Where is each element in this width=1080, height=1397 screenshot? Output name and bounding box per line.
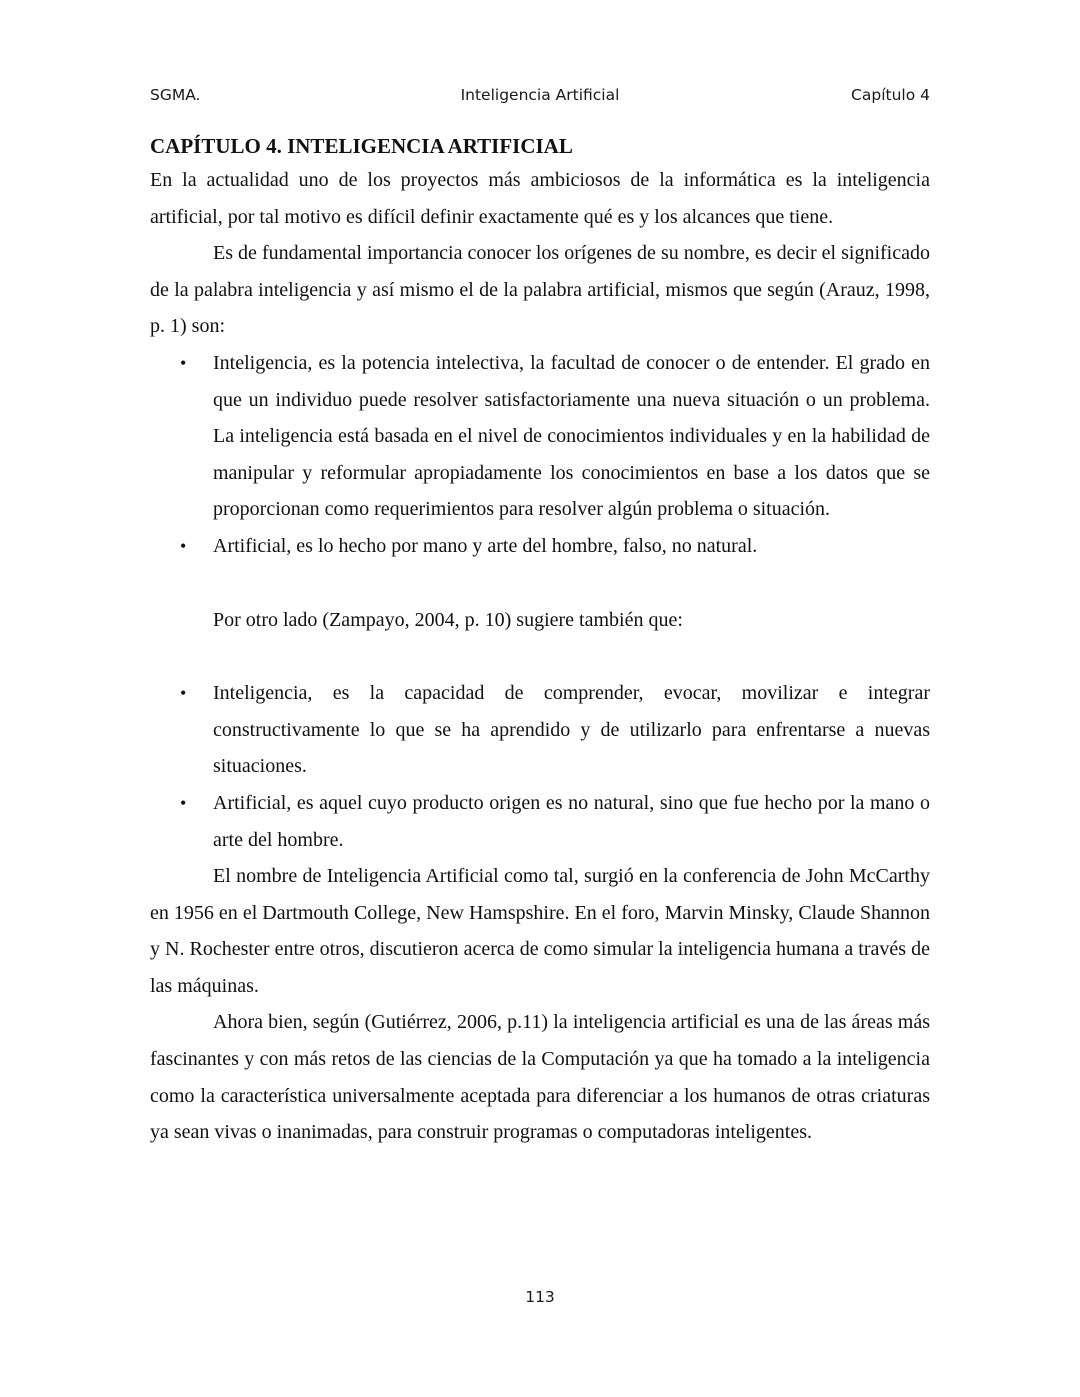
list-item-text: Inteligencia, es la potencia intelectiva, la facultad de conocer o de entender. El grado en que un individuo puede resolver satisfactoriamente una nueva situación o un problema. La inteligencia está basada en el nivel de conocimientos individuales y en la habilidad de manipular y reformular apropiadamente los conocimientos en base a los datos que se proporcionan como requerimientos para resolver algún problema o situación. bbox=[213, 351, 930, 521]
paragraph-intro: En la actualidad uno de los proyectos más ambiciosos de la informática es la inteligencia artificial, por tal motivo es difícil definir exactamente qué es y los alcances que tiene. bbox=[150, 169, 930, 228]
list-item-text: Inteligencia, es la capacidad de comprender, evocar, movilizar e integrar constructivamente lo que se ha aprendido y de utilizarlo para enfrentarse a nuevas situaciones. bbox=[213, 682, 930, 778]
bullet-icon: • bbox=[180, 792, 187, 813]
page-header bbox=[150, 86, 930, 110]
spacer bbox=[150, 638, 930, 675]
page-body bbox=[150, 130, 930, 1151]
paragraph-origins: Es de fundamental importancia conocer los orígenes de su nombre, es decir el significado de la palabra inteligencia y así mismo el de la palabra artificial, mismos que según (Arauz, 1998, p. 1) son: bbox=[150, 242, 930, 338]
chapter-title: CAPÍTULO 4. INTELIGENCIA ARTIFICIAL bbox=[150, 134, 573, 158]
list-item-text: Artificial, es lo hecho por mano y arte del hombre, falso, no natural. bbox=[213, 534, 758, 557]
page-number: 113 bbox=[525, 1288, 555, 1306]
list-item bbox=[150, 345, 930, 528]
definition-list-zampayo bbox=[150, 675, 930, 858]
list-item bbox=[150, 785, 930, 858]
header-title: Inteligencia Artificial bbox=[460, 86, 620, 104]
paragraph-gutierrez: Ahora bien, según (Gutiérrez, 2006, p.11) la inteligencia artificial es una de las áreas más fascinantes y con más retos de las ciencias de la Computación ya que ha tomado a la inteligencia como la característica universalmente aceptada para diferenciar a los humanos de otras criaturas ya sean vivas o inanimadas, para construir programas o computadoras inteligentes. bbox=[150, 1011, 930, 1144]
bullet-icon: • bbox=[180, 683, 187, 704]
list-item bbox=[150, 528, 930, 565]
bullet-icon: • bbox=[180, 352, 187, 373]
header-chapter: Capítulo 4 bbox=[851, 86, 930, 104]
list-item bbox=[150, 675, 930, 785]
paragraph-zampayo: Por otro lado (Zampayo, 2004, p. 10) sugiere también que: bbox=[213, 608, 683, 631]
paragraph-dartmouth: El nombre de Inteligencia Artificial como tal, surgió en la conferencia de John McCarthy en 1956 en el Dartmouth College, New Hamspshire. En el foro, Marvin Minsky, Claude Shannon y N. Rochester entre otros, discutieron acerca de como simular la inteligencia humana a través de las máquinas. bbox=[150, 865, 930, 997]
bullet-icon: • bbox=[180, 535, 187, 556]
spacer bbox=[150, 565, 930, 602]
definition-list-arauz bbox=[150, 345, 930, 565]
header-author: SGMA. bbox=[150, 86, 201, 104]
list-item-text: Artificial, es aquel cuyo producto origen es no natural, sino que fue hecho por la mano o arte del hombre. bbox=[213, 791, 930, 851]
